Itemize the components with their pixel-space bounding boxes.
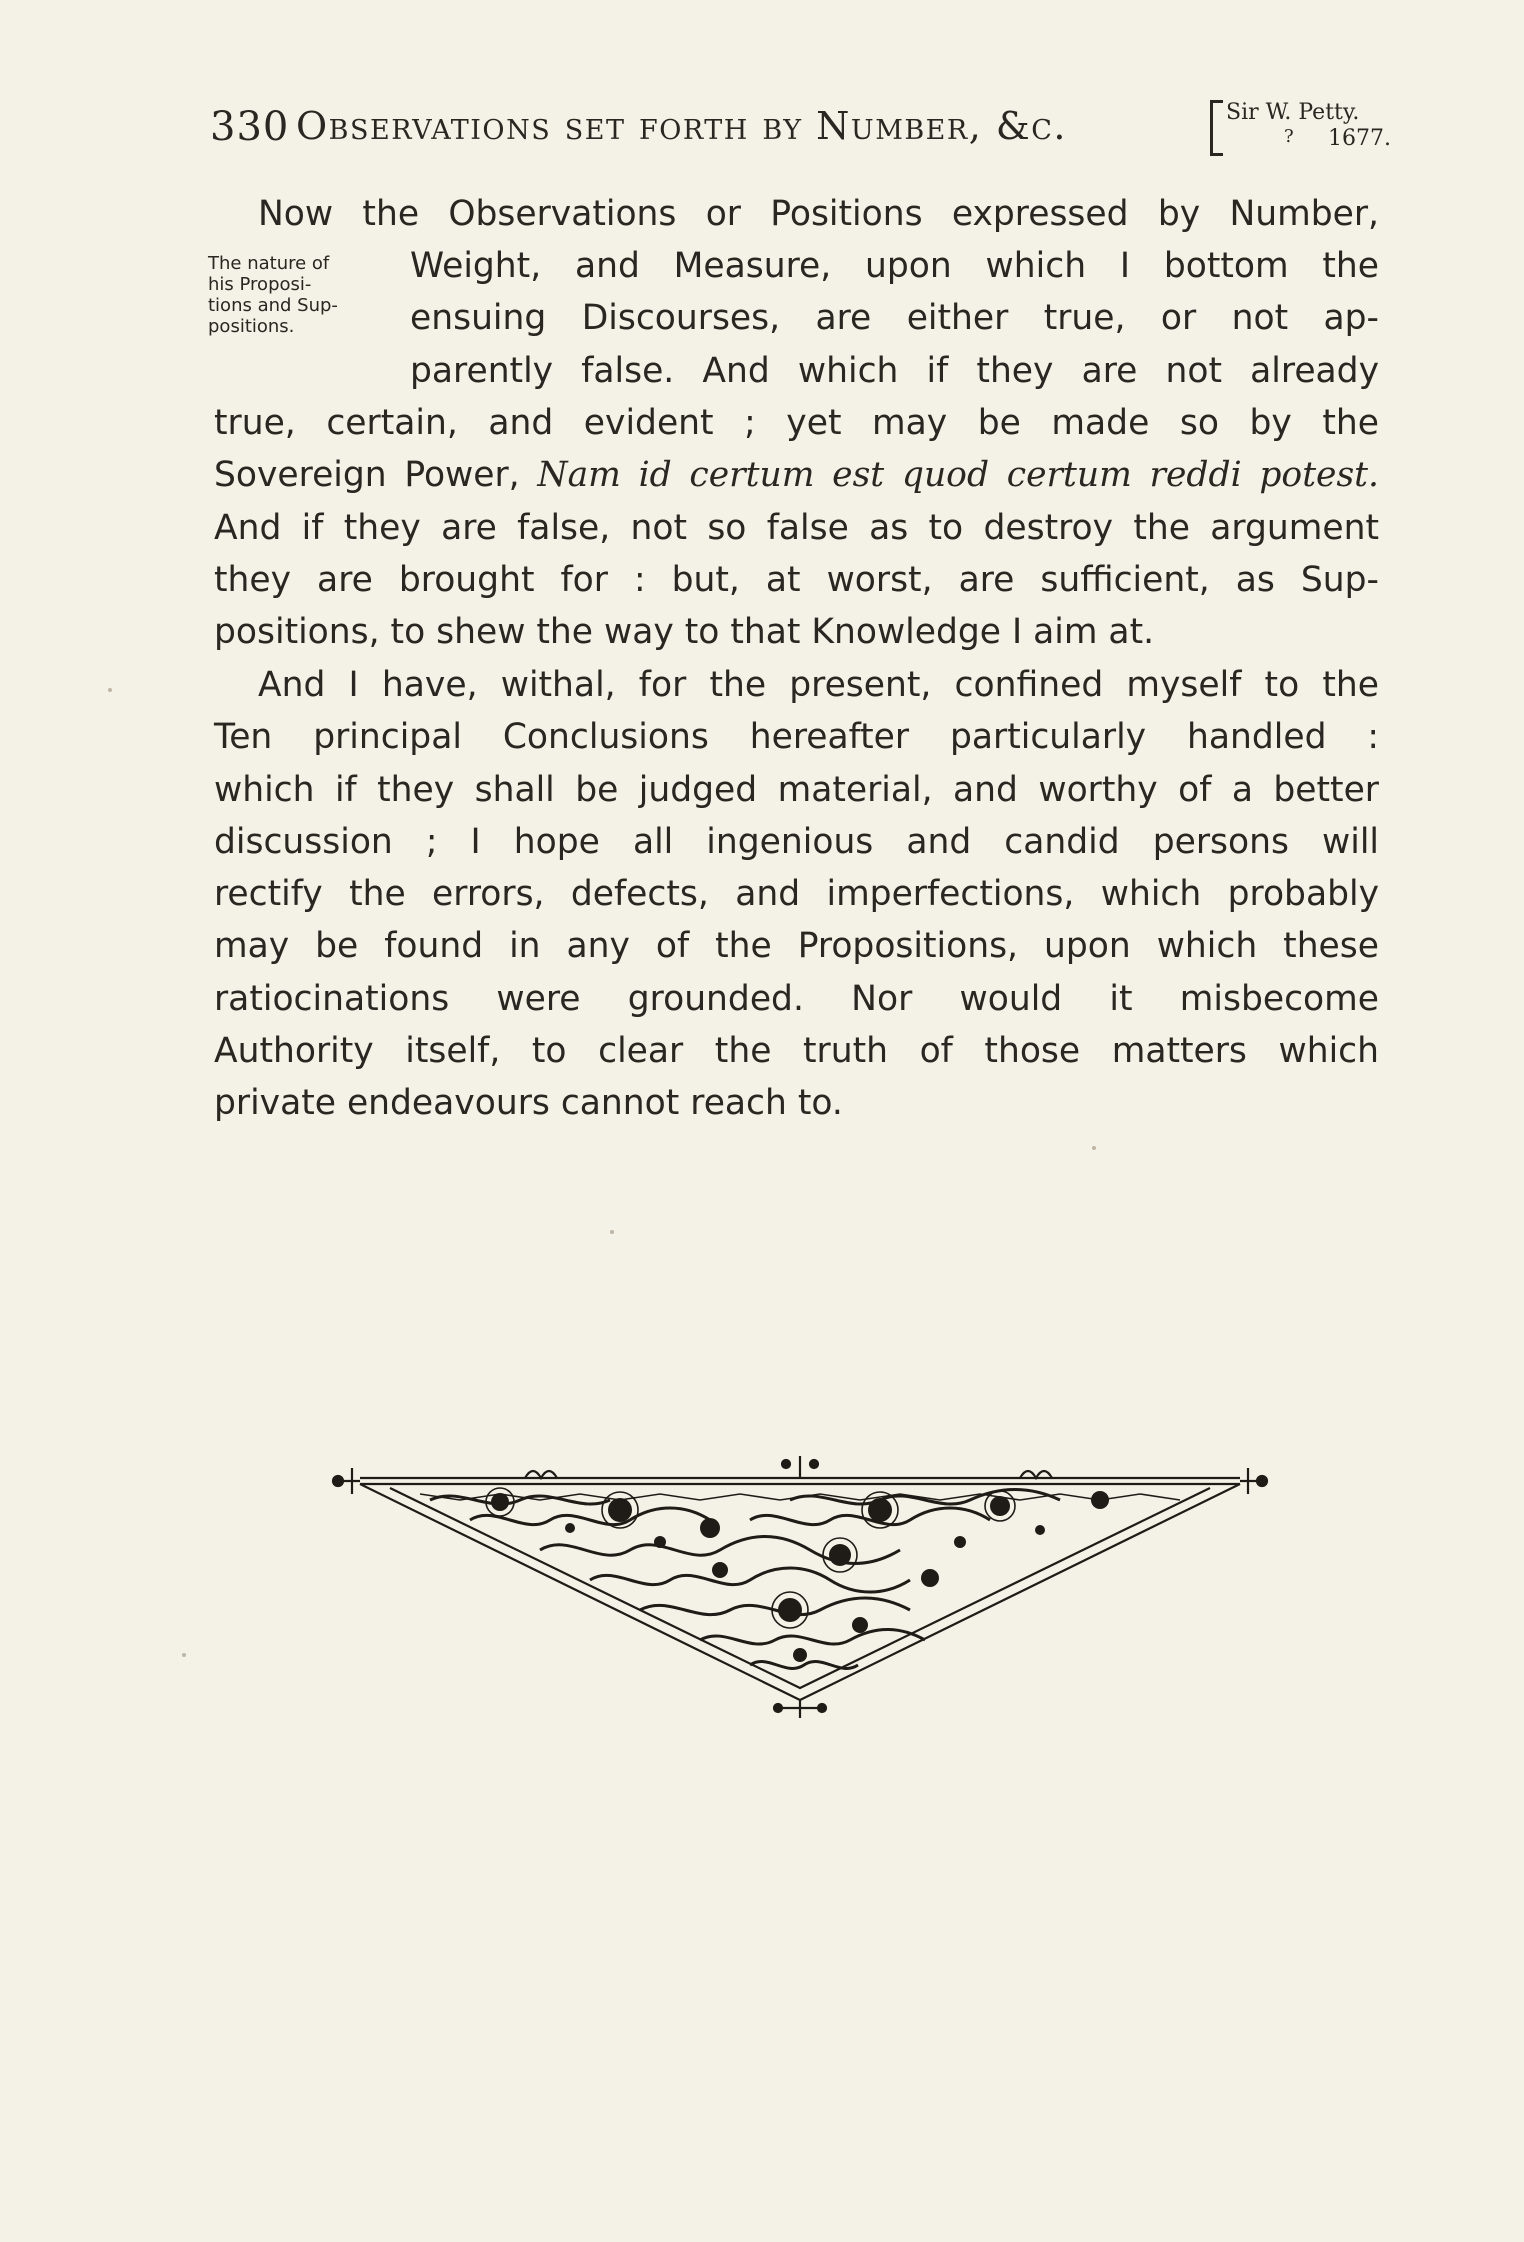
text-line: which if they shall be judged material, and worthy of a better [214,769,1379,810]
paragraph-1-body [214,397,1379,658]
text-line-with-latin [214,449,1379,501]
latin-quotation: Nam id certum est quod certum reddi potest. [537,455,1380,496]
text-line: ensuing Discourses, are either true, or not ap- [410,298,1379,339]
page-number: 330 [210,104,290,150]
text-line: Authority itself, to clear the truth of those matters which [214,1031,1379,1072]
text-line: Ten principal Conclusions hereafter particularly handled : [214,717,1379,758]
paragraph-2 [214,659,1379,1130]
paragraph-1-beside-note [410,240,1379,397]
running-head-author: Sir W. Petty. [1226,100,1360,125]
marginal-note-line: tions and Sup- [208,295,338,316]
paper-speck [610,1230,614,1234]
author-bracket [1210,96,1390,154]
paragraph-1-opening [214,188,1379,240]
tailpiece-ornament-icon [320,1450,1280,1720]
text-line: rectify the errors, defects, and imperfections, which probably [214,874,1379,915]
paper-speck [1092,1146,1096,1150]
running-head-year: 1677. [1328,126,1391,151]
text-line: ratiocinations were grounded. Nor would it misbecome [214,978,1379,1019]
marginal-note-line: The nature of [208,253,330,274]
text-line: Weight, and Measure, upon which I bottom the [410,246,1379,286]
text-line: may be found in any of the Propositions, upon which these [214,926,1379,967]
running-head [210,96,1390,156]
marginal-note-line: his Proposi- [208,274,312,295]
marginal-note [208,253,398,337]
running-head-author-query: ? [1284,126,1294,147]
text-line: discussion ; I hope all ingenious and candid persons will [214,821,1379,862]
text-line: private endeavours cannot reach to. [214,1083,843,1124]
paper-speck [182,1653,186,1657]
text-line: And if they are false, not so false as to destroy the argument [214,507,1379,548]
text-line: positions, to shew the way to that Knowledge I aim at. [214,612,1155,653]
text-line: Now the Observations or Positions expressed by Number, [258,194,1379,234]
text-line: true, certain, and evident ; yet may be made so by the [214,403,1379,443]
paper-speck [108,688,112,692]
text-fragment: Sovereign Power, [214,455,520,496]
bracket-icon [1210,100,1223,156]
marginal-note-line: positions. [208,316,295,337]
text-line: parently false. And which if they are not already [410,350,1379,391]
running-head-title: Observations set forth by Number, &c. [296,104,1067,148]
text-line: they are brought for : but, at worst, are sufficient, as Sup- [214,559,1379,600]
text-line: And I have, withal, for the present, confined myself to the [258,665,1379,705]
